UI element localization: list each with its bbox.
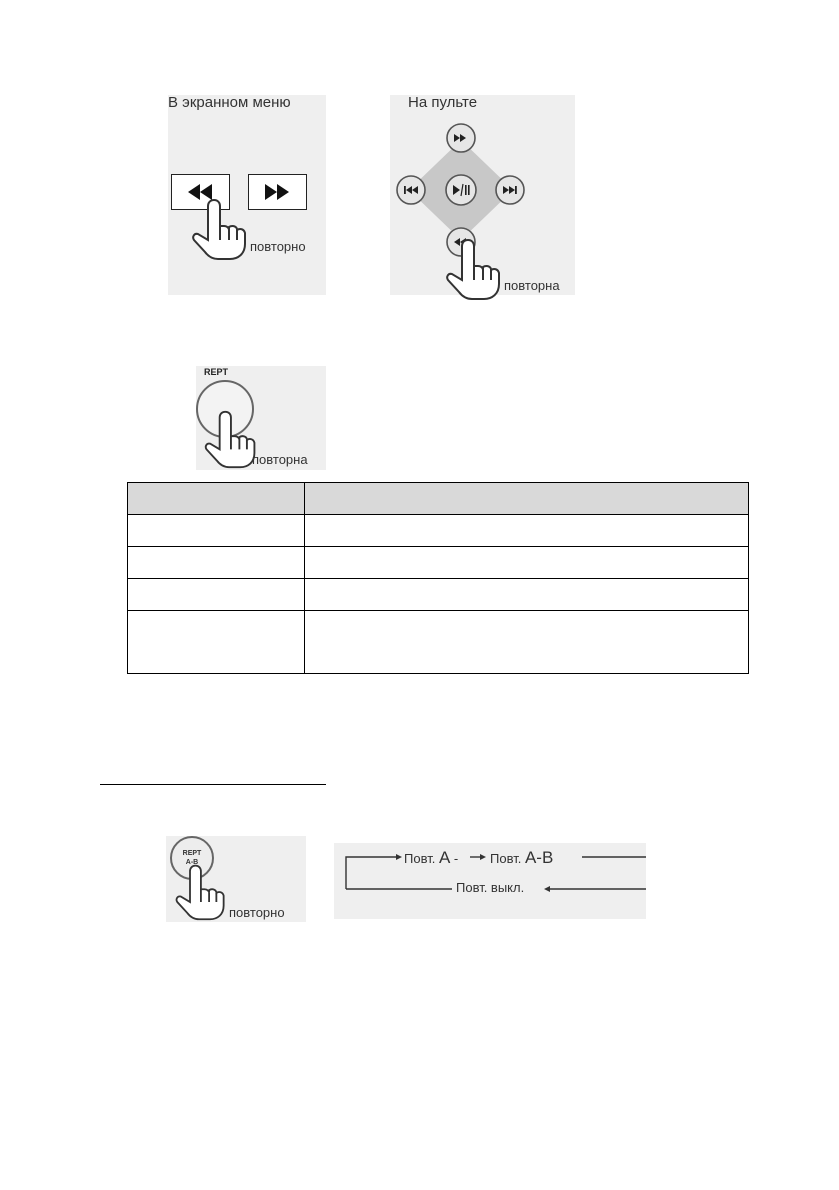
hand-pointer-icon xyxy=(440,236,506,302)
section-heading-underline xyxy=(100,784,326,785)
ab-step-ab-letters: A-B xyxy=(524,848,554,867)
table-cell xyxy=(128,579,305,611)
remote-heading: На пульте xyxy=(408,94,478,111)
table-cell xyxy=(128,611,305,674)
hand-pointer-icon xyxy=(170,862,230,922)
remote-repeat-label: повторна xyxy=(504,278,560,293)
hand-pointer-icon xyxy=(200,408,260,470)
hand-pointer-icon xyxy=(188,196,250,262)
remote-center-button[interactable] xyxy=(446,175,476,205)
rept-repeat-label: повторна xyxy=(252,452,308,467)
table-cell xyxy=(128,515,305,547)
table-cell xyxy=(305,547,749,579)
table-cell xyxy=(128,547,305,579)
screen-menu-repeat-label: повторно xyxy=(250,239,306,254)
table-row xyxy=(128,547,749,579)
ab-step-a-prefix: Повт. xyxy=(404,851,436,866)
rept-label: REPT xyxy=(204,367,229,377)
table-row xyxy=(128,515,749,547)
table-cell xyxy=(305,515,749,547)
repeat-modes-table xyxy=(127,482,749,674)
ab-step-off: Повт. выкл. xyxy=(456,880,525,895)
table-header-cell xyxy=(305,483,749,515)
fast-forward-icon xyxy=(249,175,306,209)
ab-step-a-letter: A xyxy=(438,848,451,867)
remote-up-button[interactable] xyxy=(447,124,475,152)
rept-ab-label-bottom: A-B xyxy=(185,859,199,866)
table-row xyxy=(128,579,749,611)
ab-step-a-suffix: - xyxy=(453,851,459,866)
ab-repeat-label: повторно xyxy=(229,905,285,920)
table-cell xyxy=(305,579,749,611)
remote-left-button[interactable] xyxy=(397,176,425,204)
table-cell xyxy=(305,611,749,674)
remote-right-button[interactable] xyxy=(496,176,524,204)
table-header-cell xyxy=(128,483,305,515)
fast-forward-button[interactable] xyxy=(248,174,307,210)
screen-menu-heading: В экранном меню xyxy=(168,94,291,111)
rept-ab-label-top: REPT xyxy=(182,850,202,857)
table-row xyxy=(128,611,749,674)
ab-step-ab xyxy=(490,848,553,868)
ab-step-ab-prefix: Повт. xyxy=(490,851,522,866)
ab-step-a xyxy=(404,848,458,868)
table-header-row xyxy=(128,483,749,515)
